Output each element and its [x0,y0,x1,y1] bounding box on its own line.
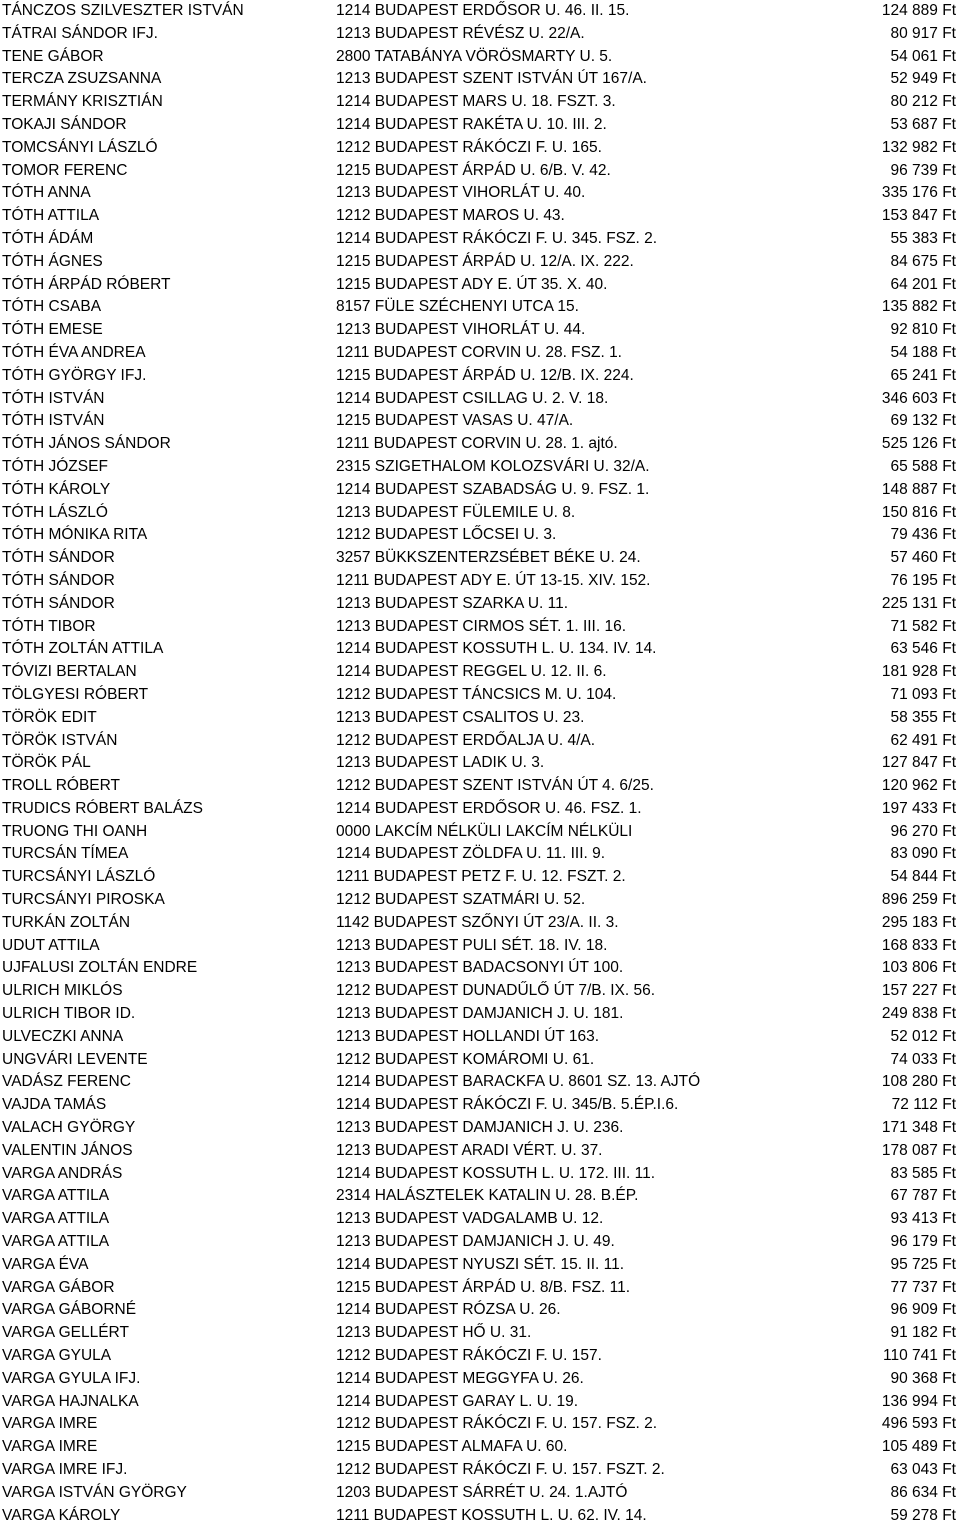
list-item [0,1413,960,1436]
amount: 80 212 Ft [890,93,956,111]
list-item [0,752,960,775]
person-name: VARGA ANDRÁS [2,1164,123,1182]
address: 1213 BUDAPEST VIHORLÁT U. 40. [336,184,586,202]
person-name: TÓTH LÁSZLÓ [2,503,108,521]
person-name: UDUT ATTILA [2,936,100,954]
person-name: TENE GÁBOR [2,47,104,65]
address: 1213 BUDAPEST LADIK U. 3. [336,754,545,772]
list-item [0,205,960,228]
address: 1212 BUDAPEST MAROS U. 43. [336,207,565,225]
amount: 103 806 Ft [881,959,956,977]
person-name: TERCZA ZSUZSANNA [2,70,162,88]
list-item [0,388,960,411]
amount: 295 183 Ft [881,913,956,931]
list-item [0,1071,960,1094]
amount: 178 087 Ft [881,1141,956,1159]
address: 1213 BUDAPEST FÜLEMILE U. 8. [336,503,576,521]
address: 2315 SZIGETHALOM KOLOZSVÁRI U. 32/A. [336,457,650,475]
person-name: VARGA GYULA IFJ. [2,1369,141,1387]
address: 1203 BUDAPEST SÁRRÉT U. 24. 1.AJTÓ [336,1483,628,1501]
address: 2314 HALÁSZTELEK KATALIN U. 28. B.ÉP. [336,1187,639,1205]
amount: 249 838 Ft [881,1005,956,1023]
amount: 148 887 Ft [881,480,956,498]
amount: 83 585 Ft [890,1164,956,1182]
amount: 171 348 Ft [881,1119,956,1137]
list-item [0,1299,960,1322]
amount: 135 882 Ft [881,298,956,316]
address: 1211 BUDAPEST CORVIN U. 28. FSZ. 1. [336,343,622,361]
amount: 74 033 Ft [890,1050,956,1068]
address: 1212 BUDAPEST RÁKÓCZI F. U. 165. [336,138,602,156]
address: 1212 BUDAPEST KOMÁROMI U. 61. [336,1050,595,1068]
amount: 63 043 Ft [890,1461,956,1478]
list-item [0,661,960,684]
list-item [0,616,960,639]
amount: 496 593 Ft [881,1415,956,1433]
amount: 157 227 Ft [881,982,956,1000]
address: 1215 BUDAPEST VASAS U. 47/A. [336,412,574,430]
address: 1214 BUDAPEST RÁKÓCZI F. U. 345/B. 5.ÉP.I.6. [336,1096,679,1114]
list-item [0,935,960,958]
address: 1214 BUDAPEST CSILLAG U. 2. V. 18. [336,389,609,407]
person-name: TERMÁNY KRISZTIÁN [2,93,163,111]
address: 1214 BUDAPEST RÓZSA U. 26. [336,1301,561,1319]
amount: 96 739 Ft [890,161,956,179]
amount: 197 433 Ft [881,799,956,817]
address: 1213 BUDAPEST VADGALAMB U. 12. [336,1210,604,1228]
person-name: TÓTH ANNA [2,184,91,202]
person-name: TÓTH JÓZSEF [2,457,108,475]
person-name: TÖRÖK EDIT [2,708,97,726]
person-name: UNGVÁRI LEVENTE [2,1050,148,1068]
list-item [0,1459,960,1482]
address: 1214 BUDAPEST GARAY L. U. 19. [336,1392,579,1410]
list-item [0,1345,960,1368]
address: 1214 BUDAPEST ZÖLDFA U. 11. III. 9. [336,845,606,863]
person-name: TRUONG THI OANH [2,822,148,840]
list-item [0,1391,960,1414]
person-name: TÖLGYESI RÓBERT [2,685,149,703]
list-item [0,0,960,23]
amount: 132 982 Ft [881,138,956,156]
list-item [0,1117,960,1140]
amount: 120 962 Ft [881,777,956,795]
address: 1213 BUDAPEST HOLLANDI ÚT 163. [336,1027,600,1045]
address: 1142 BUDAPEST SZŐNYI ÚT 23/A. II. 3. [336,913,619,931]
list-item [0,365,960,388]
person-name: VARGA GÁBOR [2,1278,115,1296]
list-item [0,707,960,730]
list-item [0,319,960,342]
person-name: TÓTH SÁNDOR [2,571,115,589]
list-item [0,1140,960,1163]
address: 1212 BUDAPEST RÁKÓCZI F. U. 157. FSZ. 2. [336,1415,658,1433]
amount: 54 061 Ft [890,47,956,65]
person-name: TÓTH KÁROLY [2,480,111,498]
address: 1213 BUDAPEST DAMJANICH J. U. 181. [336,1005,624,1023]
list-item [0,251,960,274]
address: 8157 FÜLE SZÉCHENYI UTCA 15. [336,298,579,316]
address: 1214 BUDAPEST SZABADSÁG U. 9. FSZ. 1. [336,480,650,498]
person-name: VALENTIN JÁNOS [2,1141,133,1159]
list-item [0,46,960,69]
address: 1214 BUDAPEST KOSSUTH L. U. 172. III. 11. [336,1164,656,1182]
amount: 96 909 Ft [890,1301,956,1319]
person-name: TÓTH ISTVÁN [2,412,105,430]
amount: 93 413 Ft [890,1210,956,1228]
list-item [0,638,960,661]
list-item [0,114,960,137]
address: 1212 BUDAPEST SZENT ISTVÁN ÚT 4. 6/25. [336,777,654,795]
list-item [0,980,960,1003]
address: 1215 BUDAPEST ÁRPÁD U. 12/B. IX. 224. [336,366,634,384]
person-name: TÓTH ÁGNES [2,252,103,270]
person-name: TURCSÁNYI PIROSKA [2,891,165,909]
person-name: VARGA IMRE [2,1438,98,1456]
amount: 90 368 Ft [890,1369,956,1387]
list-item [0,1436,960,1459]
address: 1213 BUDAPEST DAMJANICH J. U. 236. [336,1119,624,1137]
list-item [0,1185,960,1208]
amount: 105 489 Ft [881,1438,956,1456]
list-item [0,23,960,46]
list-item [0,1482,960,1505]
address: 1211 BUDAPEST PETZ F. U. 12. FSZT. 2. [336,868,626,886]
list-item [0,137,960,160]
amount: 54 844 Ft [890,868,956,886]
amount: 86 634 Ft [890,1483,956,1501]
address: 1214 BUDAPEST ERDŐSOR U. 46. II. 15. [336,2,630,19]
list-item [0,1368,960,1391]
address: 1214 BUDAPEST BARACKFA U. 8601 SZ. 13. AJTÓ [336,1073,701,1091]
amount: 95 725 Ft [890,1255,956,1273]
list-item [0,524,960,547]
person-name: UJFALUSI ZOLTÁN ENDRE [2,959,198,977]
list-item [0,593,960,616]
list-item [0,775,960,798]
person-name: ULVECZKI ANNA [2,1027,124,1045]
person-name: VARGA ATTILA [2,1233,110,1251]
list-item [0,821,960,844]
address: 1213 BUDAPEST HŐ U. 31. [336,1324,532,1342]
person-name: TÓTH EMESE [2,321,103,339]
address: 1213 BUDAPEST RÉVÉSZ U. 22/A. [336,24,585,42]
person-name: TÓTH MÓNIKA RITA [2,526,148,544]
person-name: TÓTH JÁNOS SÁNDOR [2,435,171,453]
address: 1213 BUDAPEST SZARKA U. 11. [336,594,569,612]
list-item [0,68,960,91]
amount: 91 182 Ft [890,1324,956,1342]
address: 1213 BUDAPEST CIRMOS SÉT. 1. III. 16. [336,617,627,635]
amount: 71 093 Ft [890,685,956,703]
amount: 96 179 Ft [890,1233,956,1251]
list-item [0,1322,960,1345]
person-name: TROLL RÓBERT [2,777,120,795]
list-item [0,1505,960,1527]
amount: 84 675 Ft [890,252,956,270]
amount: 79 436 Ft [890,526,956,544]
person-name: TOMOR FERENC [2,161,128,179]
list-item [0,91,960,114]
list-item [0,1026,960,1049]
list-item [0,502,960,525]
person-name: TÓTH SÁNDOR [2,594,115,612]
address: 1214 BUDAPEST ERDŐSOR U. 46. FSZ. 1. [336,799,642,817]
person-name: VARGA KÁROLY [2,1506,121,1524]
list-item [0,433,960,456]
list-item [0,1231,960,1254]
list-item [0,843,960,866]
address: 1213 BUDAPEST BADACSONYI ÚT 100. [336,959,624,977]
person-name: TOKAJI SÁNDOR [2,115,127,133]
address: 1215 BUDAPEST ÁRPÁD U. 12/A. IX. 222. [336,252,634,270]
address: 2800 TATABÁNYA VÖRÖSMARTY U. 5. [336,47,613,65]
list-item [0,296,960,319]
address: 1214 BUDAPEST RAKÉTA U. 10. III. 2. [336,115,607,133]
person-name: VARGA IMRE [2,1415,98,1433]
list-item [0,1049,960,1072]
list-item [0,570,960,593]
address: 1215 BUDAPEST ÁRPÁD U. 6/B. V. 42. [336,161,611,179]
person-name: TÓTH ÁDÁM [2,229,94,247]
address: 1215 BUDAPEST ADY E. ÚT 35. X. 40. [336,275,608,293]
amount: 96 270 Ft [890,822,956,840]
address: 1214 BUDAPEST NYUSZI SÉT. 15. II. 11. [336,1255,625,1273]
amount: 92 810 Ft [890,321,956,339]
address: 1213 BUDAPEST PULI SÉT. 18. IV. 18. [336,936,608,954]
amount: 80 917 Ft [890,24,956,42]
person-name: VARGA GELLÉRT [2,1324,129,1342]
amount: 150 816 Ft [881,503,956,521]
person-name: VARGA IMRE IFJ. [2,1461,128,1478]
amount: 69 132 Ft [890,412,956,430]
amount: 72 112 Ft [891,1096,956,1114]
list-item [0,274,960,297]
person-name: TÁTRAI SÁNDOR IFJ. [2,24,158,42]
list-item [0,228,960,251]
address: 1212 BUDAPEST LŐCSEI U. 3. [336,526,557,544]
person-name: TÓTH ZOLTÁN ATTILA [2,640,164,658]
list-item [0,1277,960,1300]
person-name: VARGA ATTILA [2,1210,110,1228]
list-item [0,866,960,889]
person-name: TÓTH TIBOR [2,617,96,635]
person-name: TÁNCZOS SZILVESZTER ISTVÁN [2,2,244,19]
person-name: VADÁSZ FERENC [2,1073,131,1091]
address: 1212 BUDAPEST DUNADŰLŐ ÚT 7/B. IX. 56. [336,982,656,1000]
person-name: VARGA ATTILA [2,1187,110,1205]
list-item [0,957,960,980]
list-item [0,342,960,365]
amount: 127 847 Ft [881,754,956,772]
amount: 53 687 Ft [890,115,956,133]
person-name: TÖRÖK ISTVÁN [2,731,118,749]
amount: 136 994 Ft [881,1392,956,1410]
person-name: VARGA GÁBORNÉ [2,1301,137,1319]
person-name: ULRICH TIBOR ID. [2,1005,136,1023]
amount: 153 847 Ft [881,207,956,225]
list-item [0,547,960,570]
person-name: TÓTH ATTILA [2,207,100,225]
person-name: TÓTH ISTVÁN [2,389,105,407]
amount: 76 195 Ft [890,571,956,589]
address: 1211 BUDAPEST KOSSUTH L. U. 62. IV. 14. [336,1506,647,1524]
list-item [0,456,960,479]
list-item [0,912,960,935]
amount: 896 259 Ft [881,891,956,909]
address: 1213 BUDAPEST CSALITOS U. 23. [336,708,585,726]
amount: 63 546 Ft [890,640,956,658]
amount: 71 582 Ft [890,617,956,635]
list-item [0,798,960,821]
person-name: ULRICH MIKLÓS [2,982,123,1000]
address: 1214 BUDAPEST MEGGYFA U. 26. [336,1369,584,1387]
amount: 65 588 Ft [890,457,956,475]
person-name: TURCSÁN TÍMEA [2,845,129,863]
list-item [0,684,960,707]
person-name: VARGA HAJNALKA [2,1392,139,1410]
address: 1213 BUDAPEST ARADI VÉRT. U. 37. [336,1141,603,1159]
address: 1212 BUDAPEST RÁKÓCZI F. U. 157. FSZT. 2. [336,1461,665,1478]
amount: 57 460 Ft [890,549,956,567]
address: 1213 BUDAPEST SZENT ISTVÁN ÚT 167/A. [336,70,647,88]
amount: 108 280 Ft [881,1073,956,1091]
amount: 346 603 Ft [881,389,956,407]
amount: 110 741 Ft [883,1347,956,1365]
address: 1213 BUDAPEST DAMJANICH J. U. 49. [336,1233,615,1251]
address: 1215 BUDAPEST ÁRPÁD U. 8/B. FSZ. 11. [336,1278,631,1296]
person-name: VARGA ÉVA [2,1255,89,1273]
amount: 83 090 Ft [890,845,956,863]
address: 1214 BUDAPEST REGGEL U. 12. II. 6. [336,663,607,681]
person-name: TÓTH GYÖRGY IFJ. [2,366,147,384]
person-name: VAJDA TAMÁS [2,1096,107,1114]
address: 0000 LAKCÍM NÉLKÜLI LAKCÍM NÉLKÜLI [336,822,633,840]
list-item [0,1254,960,1277]
address: 3257 BÜKKSZENTERZSÉBET BÉKE U. 24. [336,549,641,567]
amount: 225 131 Ft [881,594,956,612]
list-item [0,1208,960,1231]
list-item [0,889,960,912]
amount: 52 012 Ft [890,1027,956,1045]
person-name: TURCSÁNYI LÁSZLÓ [2,868,156,886]
amount: 124 889 Ft [881,2,956,19]
list-item [0,1094,960,1117]
list-item [0,160,960,183]
address: 1214 BUDAPEST KOSSUTH L. U. 134. IV. 14. [336,640,657,658]
amount: 52 949 Ft [890,70,956,88]
amount: 181 928 Ft [881,663,956,681]
address: 1211 BUDAPEST ADY E. ÚT 13-15. XIV. 152. [336,571,651,589]
person-name: VALACH GYÖRGY [2,1119,136,1137]
address: 1212 BUDAPEST TÁNCSICS M. U. 104. [336,685,617,703]
address: 1214 BUDAPEST MARS U. 18. FSZT. 3. [336,93,616,111]
person-name: TÓTH ÉVA ANDREA [2,343,146,361]
list-item [0,1163,960,1186]
person-name: TURKÁN ZOLTÁN [2,913,131,931]
amount: 65 241 Ft [890,366,956,384]
address: 1212 BUDAPEST SZATMÁRI U. 52. [336,891,586,909]
person-name: TÓTH CSABA [2,298,102,316]
person-name: TÖRÖK PÁL [2,754,91,772]
list-item [0,730,960,753]
person-name: TRUDICS RÓBERT BALÁZS [2,799,203,817]
person-name: TÓVIZI BERTALAN [2,663,137,681]
list-item [0,410,960,433]
person-name: TÓTH SÁNDOR [2,549,115,567]
amount: 335 176 Ft [881,184,956,202]
person-name: VARGA ISTVÁN GYÖRGY [2,1483,187,1501]
amount: 168 833 Ft [881,936,956,954]
amount: 64 201 Ft [890,275,956,293]
address: 1212 BUDAPEST RÁKÓCZI F. U. 157. [336,1347,602,1365]
list-item [0,1003,960,1026]
address: 1213 BUDAPEST VIHORLÁT U. 44. [336,321,586,339]
address: 1211 BUDAPEST CORVIN U. 28. 1. ajtó. [336,435,618,453]
list-item [0,479,960,502]
amount: 54 188 Ft [890,343,956,361]
person-name: VARGA GYULA [2,1347,112,1365]
address: 1212 BUDAPEST ERDŐALJA U. 4/A. [336,731,596,749]
amount: 67 787 Ft [890,1187,956,1205]
person-name: TÓTH ÁRPÁD RÓBERT [2,275,171,293]
amount: 59 278 Ft [890,1506,956,1524]
amount: 58 355 Ft [890,708,956,726]
address: 1214 BUDAPEST RÁKÓCZI F. U. 345. FSZ. 2. [336,229,658,247]
list-item [0,182,960,205]
person-name: TOMCSÁNYI LÁSZLÓ [2,138,158,156]
amount: 525 126 Ft [881,435,956,453]
amount: 62 491 Ft [890,731,956,749]
address: 1215 BUDAPEST ALMAFA U. 60. [336,1438,568,1456]
amount: 77 737 Ft [890,1278,956,1296]
amount: 55 383 Ft [890,229,956,247]
